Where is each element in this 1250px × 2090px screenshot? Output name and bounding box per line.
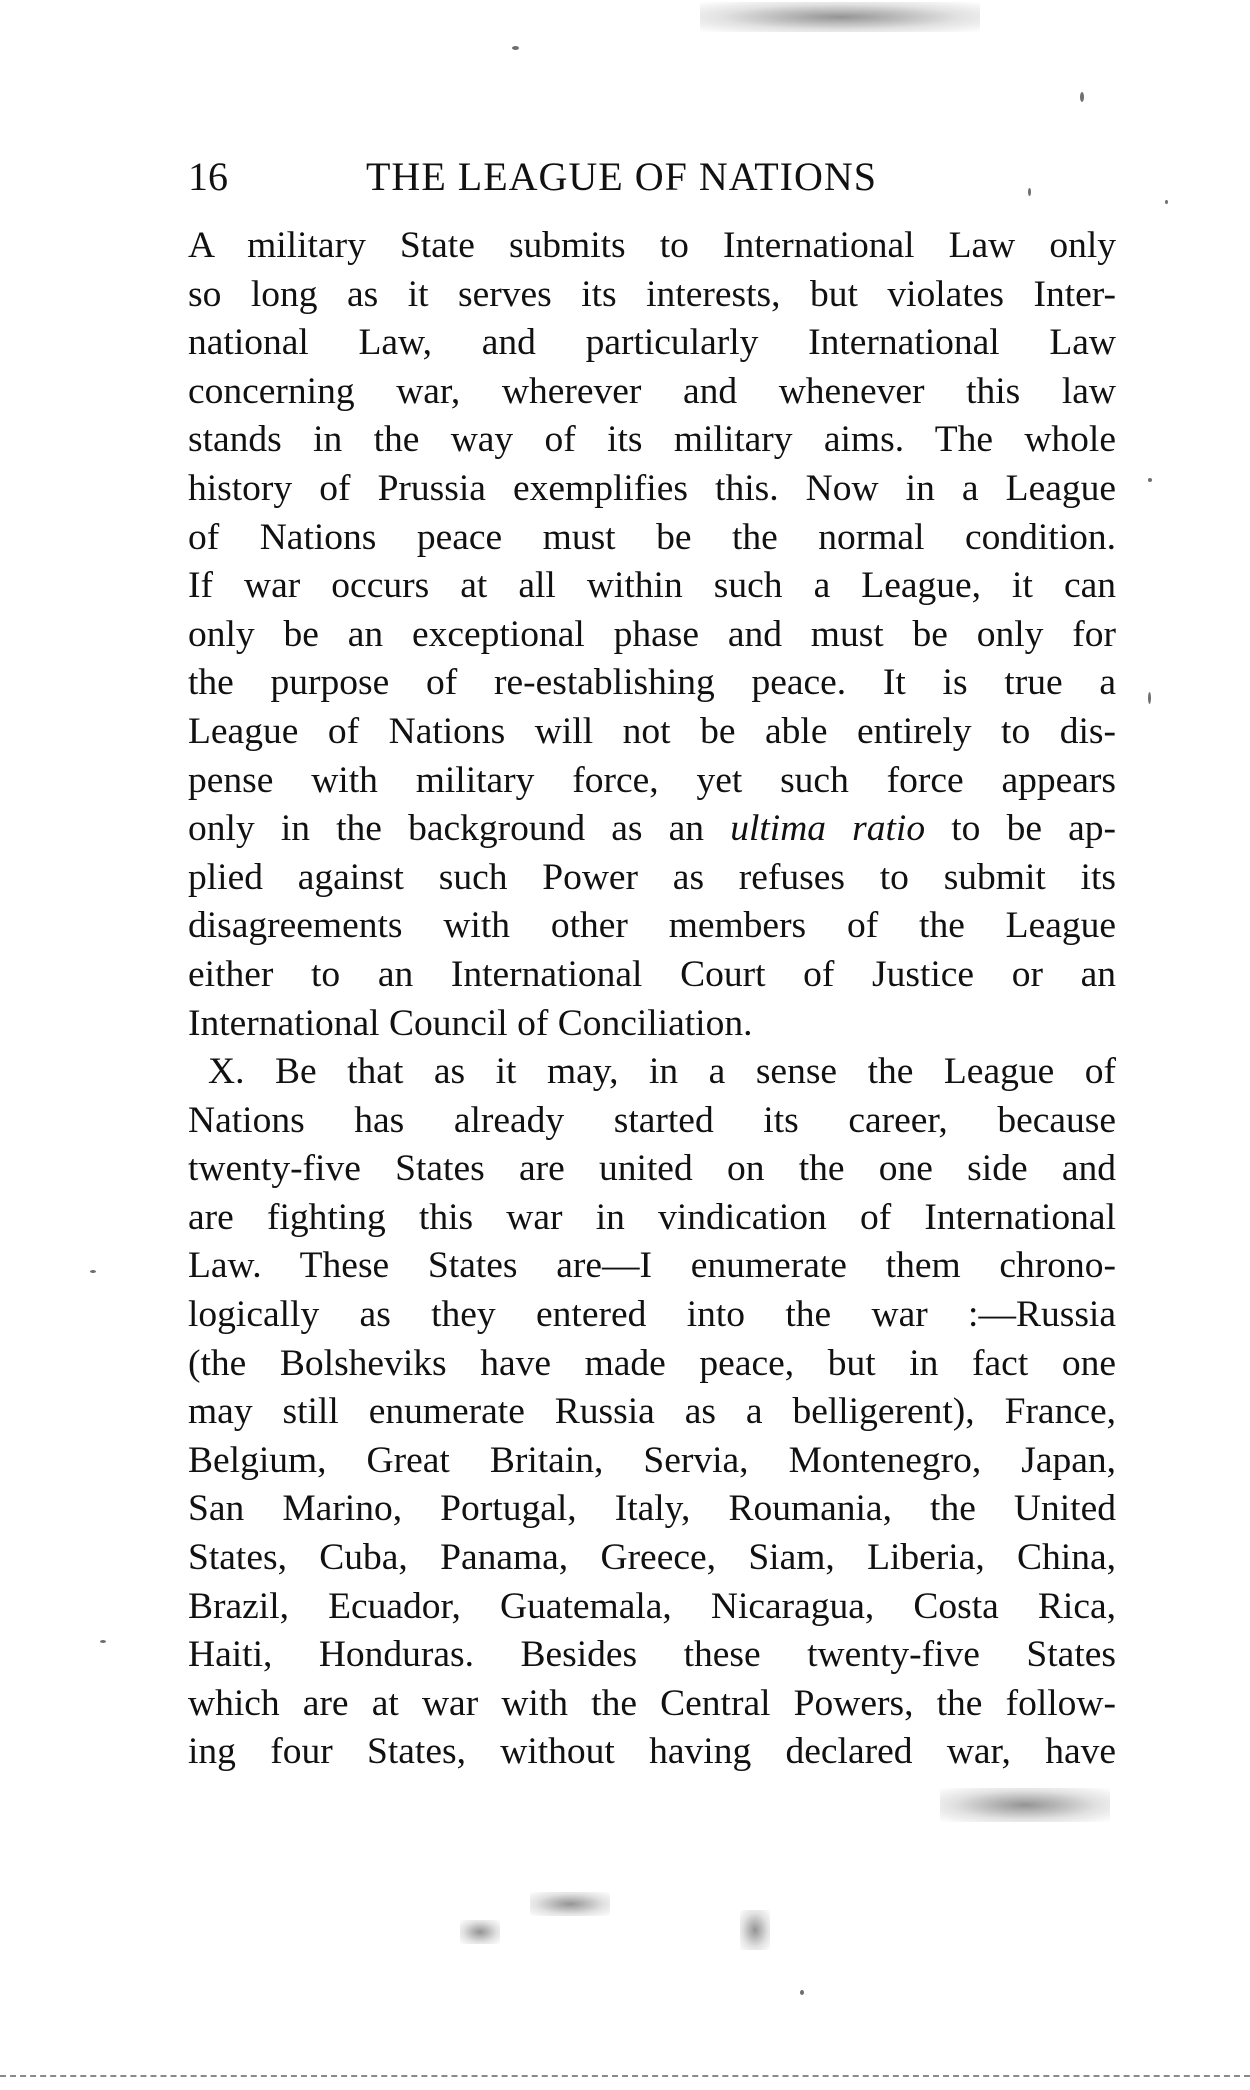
scan-speck — [90, 1270, 96, 1273]
text-line: Nations has already started its career, because — [188, 1099, 1116, 1141]
text-line-segment: to be ap- — [925, 808, 1116, 850]
scan-bottom-edge — [0, 2075, 1250, 2077]
scan-smudge-bottom-right — [940, 1788, 1110, 1822]
text-line: twenty-five States are united on the one side and — [188, 1148, 1116, 1190]
text-line: history of Prussia exemplifies this. Now in a League — [188, 467, 1116, 509]
text-line: of Nations peace must be the normal condition. — [188, 516, 1116, 558]
text-line: A military State submits to International Law only — [188, 225, 1116, 266]
paragraph-last-line: International Council of Conciliation. — [188, 1002, 753, 1044]
scan-speck — [1080, 92, 1084, 102]
text-line: may still enumerate Russia as a belligerent), France, — [188, 1391, 1116, 1433]
scan-smudge-bottom — [740, 1910, 770, 1950]
scan-speck — [1148, 478, 1152, 482]
running-head — [188, 152, 1108, 202]
text-line: Brazil, Ecuador, Guatemala, Nicaragua, Costa Rica, — [188, 1585, 1116, 1627]
running-title: THE LEAGUE OF NATIONS — [366, 154, 877, 199]
scan-speck — [100, 1640, 106, 1643]
text-line: stands in the way of its military aims. The whole — [188, 419, 1116, 461]
text-line: Belgium, Great Britain, Servia, Montenegro, Japan, — [188, 1439, 1116, 1481]
text-line: which are at war with the Central Powers, the follow- — [188, 1682, 1116, 1724]
scan-speck — [800, 1990, 804, 1995]
page-number: 16 — [188, 154, 228, 199]
text-line: the purpose of re-establishing peace. It is true a — [188, 662, 1116, 704]
text-line: only be an exceptional phase and must be only for — [188, 613, 1116, 655]
text-line: Haiti, Honduras. Besides these twenty-five States — [188, 1634, 1116, 1676]
text-line: San Marino, Portugal, Italy, Roumania, the United — [188, 1488, 1116, 1530]
text-line-segment: only in the background as an — [188, 808, 731, 850]
scan-smudge-bottom — [460, 1920, 500, 1944]
text-line: League of Nations will not be able entirely to dis- — [188, 710, 1116, 752]
text-line: concerning war, wherever and whenever this law — [188, 370, 1116, 412]
body-text — [188, 222, 1116, 1777]
text-line: so long as it serves its interests, but violates Inter- — [188, 273, 1116, 315]
text-line: ing four States, without having declared war, have — [188, 1731, 1116, 1773]
paragraph-first-line: X. Be that as it may, in a sense the League of — [208, 1051, 1116, 1093]
text-line: pense with military force, yet such force appears — [188, 759, 1116, 801]
scan-smudge-bottom — [530, 1892, 610, 1916]
text-line: Law. These States are—I enumerate them chrono- — [188, 1245, 1116, 1287]
text-line-with-italic — [188, 805, 1116, 854]
scan-speck — [512, 46, 519, 50]
scan-speck — [1148, 692, 1151, 704]
text-line: either to an International Court of Justice or an — [188, 953, 1116, 995]
scan-smudge-top — [700, 2, 980, 32]
text-line: logically as they entered into the war :—Russia — [188, 1294, 1116, 1336]
scan-speck — [1165, 200, 1168, 204]
text-line: If war occurs at all within such a League, it can — [188, 565, 1116, 607]
text-line: national Law, and particularly International Law — [188, 322, 1116, 364]
text-line: (the Bolsheviks have made peace, but in fact one — [188, 1342, 1116, 1384]
text-line: are fighting this war in vindication of International — [188, 1196, 1116, 1238]
text-line: plied against such Power as refuses to submit its — [188, 856, 1116, 898]
text-line: States, Cuba, Panama, Greece, Siam, Liberia, China, — [188, 1537, 1116, 1579]
text-line: disagreements with other members of the League — [188, 905, 1116, 947]
italic-phrase: ultima ratio — [730, 808, 926, 850]
